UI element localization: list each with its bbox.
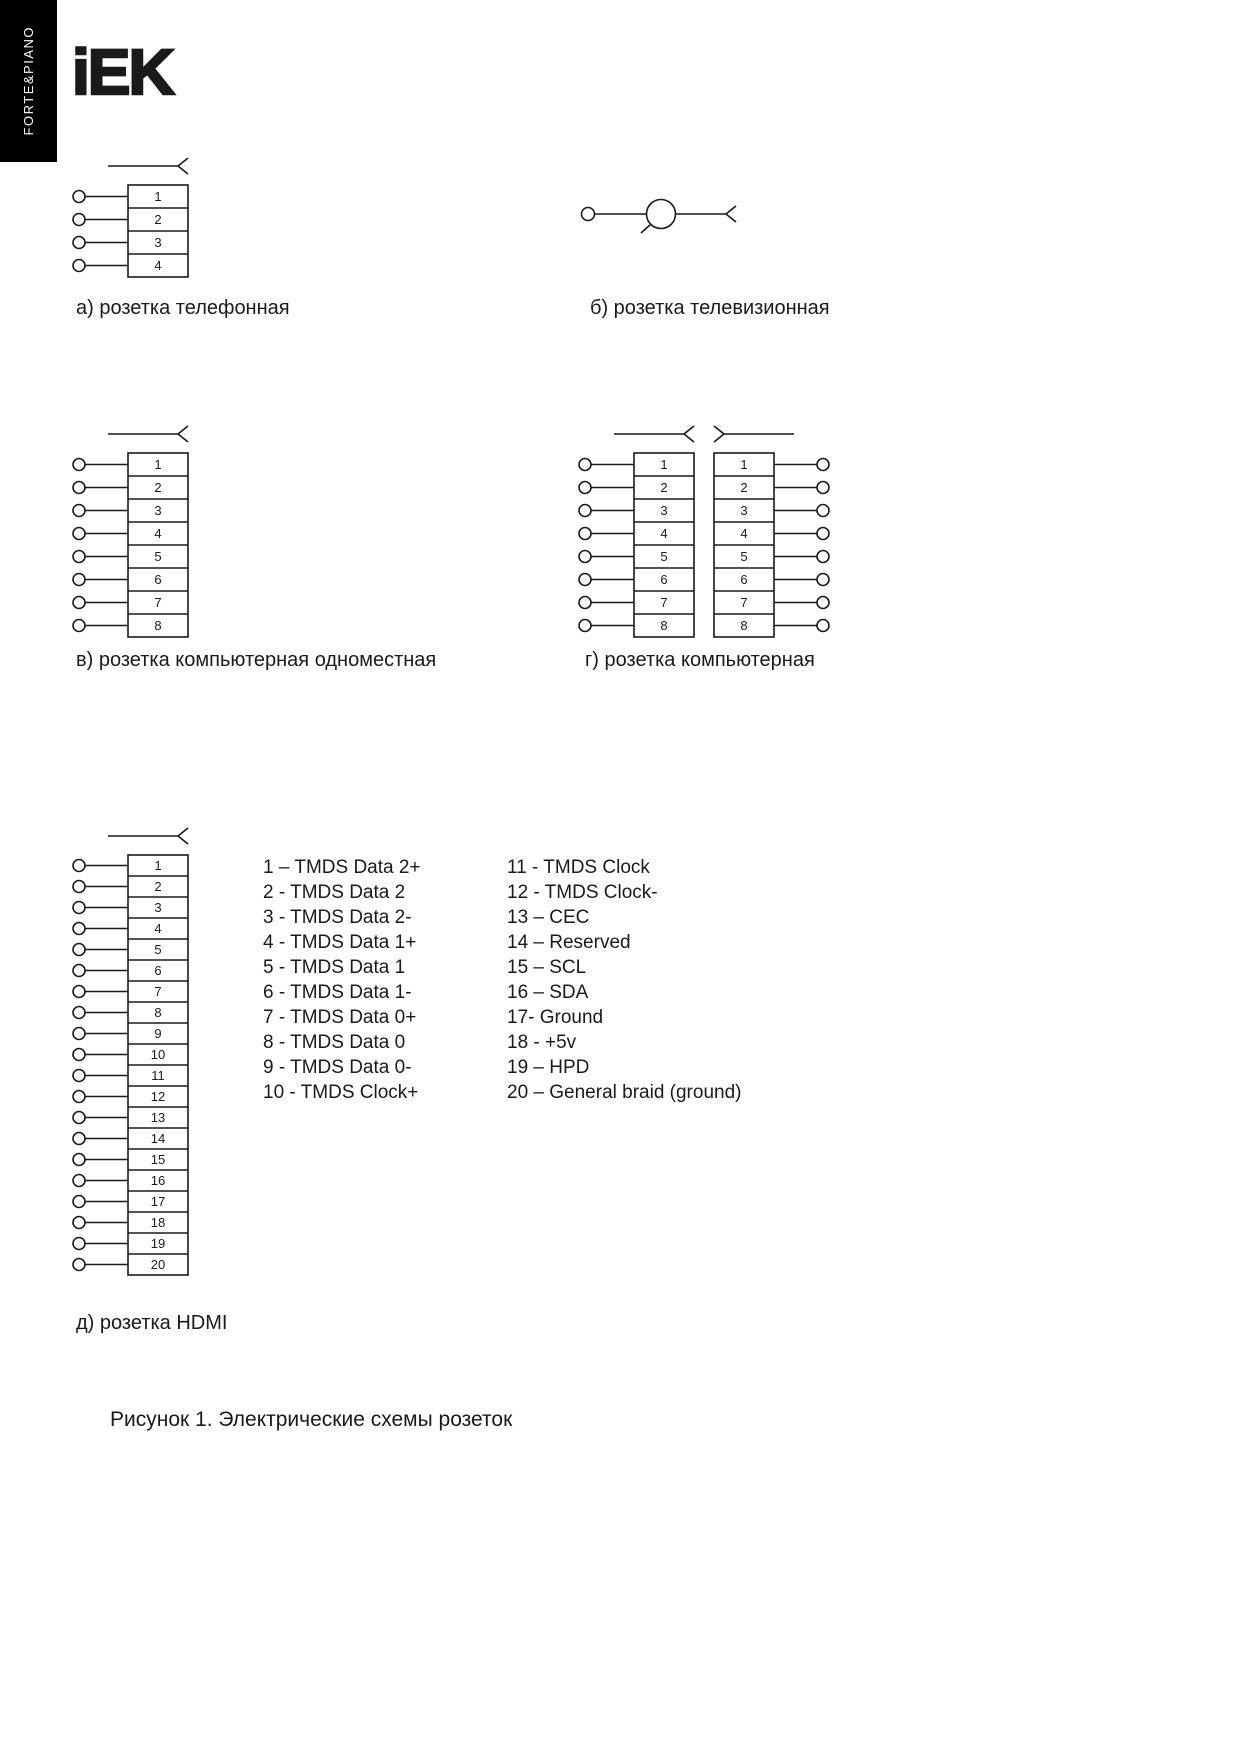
pin-number: 14: [150, 1131, 166, 1147]
pin-number: 13: [150, 1110, 166, 1126]
pin-number: 1: [154, 858, 162, 874]
pin-number: 12: [150, 1089, 166, 1105]
pin-number: 16: [150, 1173, 166, 1189]
pin-number: 1: [154, 457, 162, 473]
contact-circle: [73, 551, 85, 563]
pin-number: 2: [154, 480, 162, 496]
hdmi-legend-col2: [507, 855, 741, 1105]
pin-number: 5: [740, 549, 748, 565]
contact-circle: [817, 482, 829, 494]
tv-socket-symbol: [582, 200, 737, 234]
coil-circle: [647, 200, 676, 229]
pin-number: 6: [154, 963, 162, 979]
pin-number: 4: [154, 921, 162, 937]
hdmi-legend-item: 6 - TMDS Data 1-: [263, 982, 412, 1003]
pin-number: 20: [150, 1257, 166, 1273]
contact-circle: [73, 965, 85, 977]
pin-number: 2: [154, 879, 162, 895]
contact-circle: [73, 1238, 85, 1250]
pin-number: 6: [740, 572, 748, 588]
pin-number: 9: [154, 1026, 162, 1042]
contact-circle: [817, 597, 829, 609]
pin-number: 2: [660, 480, 668, 496]
contact-circle: [73, 574, 85, 586]
pin-number: 4: [740, 526, 748, 542]
contact-circle: [73, 1091, 85, 1103]
socket-symbol: [108, 426, 188, 442]
contact-circle: [73, 237, 85, 249]
pin-number: 7: [154, 595, 162, 611]
contact-circle: [73, 191, 85, 203]
series-tab: [0, 0, 57, 162]
contact-circle: [73, 860, 85, 872]
series-label: FORTE&PIANO: [21, 26, 36, 136]
hdmi-legend-item: 15 – SCL: [507, 957, 587, 978]
tv-socket-caption: б) розетка телевизионная: [590, 297, 830, 319]
pin-number: 7: [660, 595, 668, 611]
contact-circle: [73, 1154, 85, 1166]
computer-single-diagram-svg: [70, 424, 200, 642]
computer-single-diagram: [70, 424, 200, 642]
pin-number: 5: [660, 549, 668, 565]
hdmi-socket-diagram-svg: [70, 826, 200, 1280]
contact-circle: [73, 902, 85, 914]
contact-circle: [73, 459, 85, 471]
tv-socket-diagram: [578, 192, 743, 240]
socket-symbol: [614, 426, 694, 442]
pin-number: 1: [154, 189, 162, 205]
contact-circle: [73, 1007, 85, 1019]
hdmi-legend-item: 9 - TMDS Data 0-: [263, 1057, 412, 1078]
pin-number: 3: [154, 235, 162, 251]
hdmi-legend-item: 10 - TMDS Clock+: [263, 1082, 419, 1103]
contact-circle: [579, 528, 591, 540]
contact-circle: [73, 1259, 85, 1271]
pin-number: 2: [740, 480, 748, 496]
hdmi-legend-item: 8 - TMDS Data 0: [263, 1032, 406, 1053]
computer-double-diagram-svg: [576, 424, 836, 642]
computer-double-diagram: [576, 424, 836, 642]
contact-circle: [579, 505, 591, 517]
pin-number: 7: [740, 595, 748, 611]
socket-symbol: [108, 158, 188, 174]
contact-circle: [817, 459, 829, 471]
contact-circle: [73, 986, 85, 998]
pin-number: 8: [740, 618, 748, 634]
pin-number: 5: [154, 549, 162, 565]
hdmi-legend-item: 16 – SDA: [507, 982, 589, 1003]
pin-number: 3: [660, 503, 668, 519]
hdmi-legend-item: 14 – Reserved: [507, 932, 631, 953]
contact-circle: [817, 574, 829, 586]
hdmi-legend-item: 18 - +5v: [507, 1032, 577, 1053]
pin-number: 8: [660, 618, 668, 634]
pin-number: 6: [660, 572, 668, 588]
computer-double-caption: г) розетка компьютерная: [585, 649, 815, 671]
contact-circle: [579, 574, 591, 586]
contact-circle: [817, 528, 829, 540]
contact-circle: [73, 944, 85, 956]
contact-circle: [579, 482, 591, 494]
figure-caption: Рисунок 1. Электрические схемы розеток: [110, 1408, 513, 1431]
contact-circle: [73, 505, 85, 517]
contact-circle: [579, 551, 591, 563]
hdmi-legend-item: 5 - TMDS Data 1: [263, 957, 406, 978]
pin-number: 18: [150, 1215, 166, 1231]
contact-circle: [579, 620, 591, 632]
contact-circle: [73, 1112, 85, 1124]
hdmi-legend-item: 19 – HPD: [507, 1057, 590, 1078]
pin-number: 3: [154, 503, 162, 519]
hdmi-legend-item: 1 – TMDS Data 2+: [263, 857, 421, 878]
hdmi-legend-item: 3 - TMDS Data 2-: [263, 907, 412, 928]
contact-circle: [579, 597, 591, 609]
contact-circle: [73, 1028, 85, 1040]
pin-number: 8: [154, 618, 162, 634]
contact-circle: [73, 528, 85, 540]
socket-symbol: [108, 828, 188, 844]
pin-number: 15: [150, 1152, 166, 1168]
contact-circle: [817, 551, 829, 563]
contact-circle: [73, 482, 85, 494]
contact-circle: [73, 214, 85, 226]
pin-number: 11: [151, 1068, 165, 1084]
pin-number: 3: [740, 503, 748, 519]
pin-number: 4: [660, 526, 668, 542]
pin-number: 2: [154, 212, 162, 228]
phone-socket-caption: а) розетка телефонная: [76, 297, 290, 319]
iek-logo: iEK: [72, 36, 173, 108]
contact-circle: [73, 260, 85, 272]
phone-socket-diagram: [70, 156, 200, 282]
hdmi-legend-col1: [263, 855, 421, 1105]
pin-number: 6: [154, 572, 162, 588]
contact-circle: [817, 505, 829, 517]
contact-circle: [73, 620, 85, 632]
contact-circle: [73, 881, 85, 893]
hdmi-socket-diagram: [70, 826, 200, 1280]
hdmi-legend-item: 4 - TMDS Data 1+: [263, 932, 417, 953]
pin-number: 3: [154, 900, 162, 916]
contact-circle: [73, 1049, 85, 1061]
hdmi-legend-item: 12 - TMDS Clock-: [507, 882, 658, 903]
contact-circle: [73, 1070, 85, 1082]
pin-number: 7: [154, 984, 162, 1000]
pin-number: 10: [150, 1047, 166, 1063]
contact-circle: [73, 597, 85, 609]
pin-number: 4: [154, 526, 162, 542]
contact-circle: [73, 1196, 85, 1208]
contact-circle: [73, 1217, 85, 1229]
tv-socket-diagram-svg: [578, 192, 743, 240]
pin-number: 4: [154, 258, 162, 274]
hdmi-legend-item: 7 - TMDS Data 0+: [263, 1007, 417, 1028]
contact-circle: [73, 923, 85, 935]
contact-circle: [817, 620, 829, 632]
hdmi-socket-caption: д) розетка HDMI: [76, 1312, 228, 1334]
contact-circle: [73, 1175, 85, 1187]
computer-single-caption: в) розетка компьютерная одноместная: [76, 649, 437, 671]
plug-symbol: [714, 426, 794, 442]
contact-circle: [73, 1133, 85, 1145]
hdmi-legend-item: 11 - TMDS Clock: [507, 857, 650, 878]
pin-number: 5: [154, 942, 162, 958]
phone-socket-diagram-svg: [70, 156, 200, 282]
contact-circle: [579, 459, 591, 471]
hdmi-legend-item: 2 - TMDS Data 2: [263, 882, 406, 903]
pin-number: 17: [150, 1194, 166, 1210]
pin-number: 1: [740, 457, 748, 473]
contact-circle: [582, 208, 595, 221]
pin-number: 19: [150, 1236, 166, 1252]
hdmi-legend-item: 13 – CEC: [507, 907, 590, 928]
hdmi-legend-item: 17- Ground: [507, 1007, 604, 1028]
pin-number: 8: [154, 1005, 162, 1021]
pin-number: 1: [660, 457, 668, 473]
hdmi-legend-item: 20 – General braid (ground): [507, 1082, 742, 1103]
